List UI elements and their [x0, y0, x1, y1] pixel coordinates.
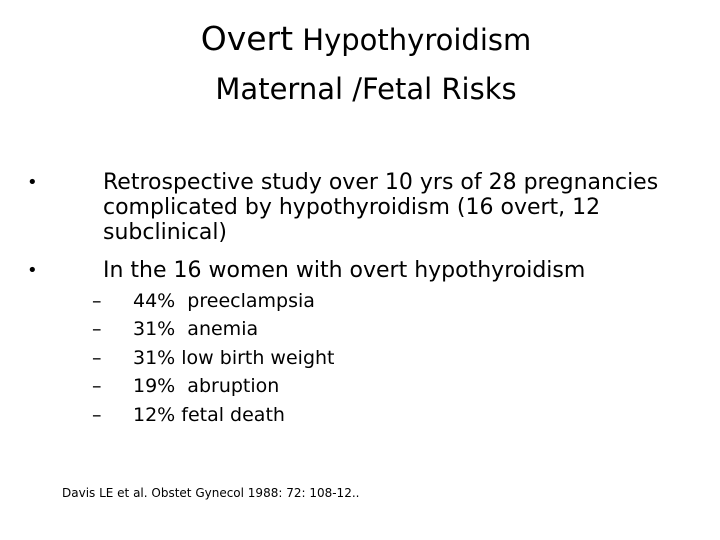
dash-marker: – — [92, 290, 102, 312]
sub-item-text: 44% preeclampsia — [133, 290, 315, 312]
title-word-overt: Overt — [200, 19, 294, 58]
title-word-hypothyroidism: Hypothyroidism — [293, 23, 532, 57]
bullet-marker: • — [27, 172, 38, 193]
bullet-text: In the 16 women with overt hypothyroidism — [103, 258, 586, 283]
slide-subtitle: Maternal /Fetal Risks — [215, 72, 517, 106]
sub-item-text: 19% abruption — [133, 375, 280, 397]
bullet-text: Retrospective study over 10 yrs of 28 pregnancies complicated by hypothyroidism (16 overt, 12 subclinical) — [103, 170, 659, 245]
citation: Davis LE et al. Obstet Gynecol 1988: 72: 108-12.. — [62, 486, 360, 500]
dash-marker: – — [92, 375, 102, 397]
dash-marker: – — [92, 318, 102, 340]
sub-item-text: 31% anemia — [133, 318, 259, 340]
bullet-marker: • — [27, 260, 38, 281]
dash-marker: – — [92, 347, 102, 369]
slide-title — [6, 19, 720, 58]
sub-item-text: 12% fetal death — [133, 404, 285, 426]
dash-marker: – — [92, 404, 102, 426]
sub-item-text: 31% low birth weight — [133, 347, 335, 369]
